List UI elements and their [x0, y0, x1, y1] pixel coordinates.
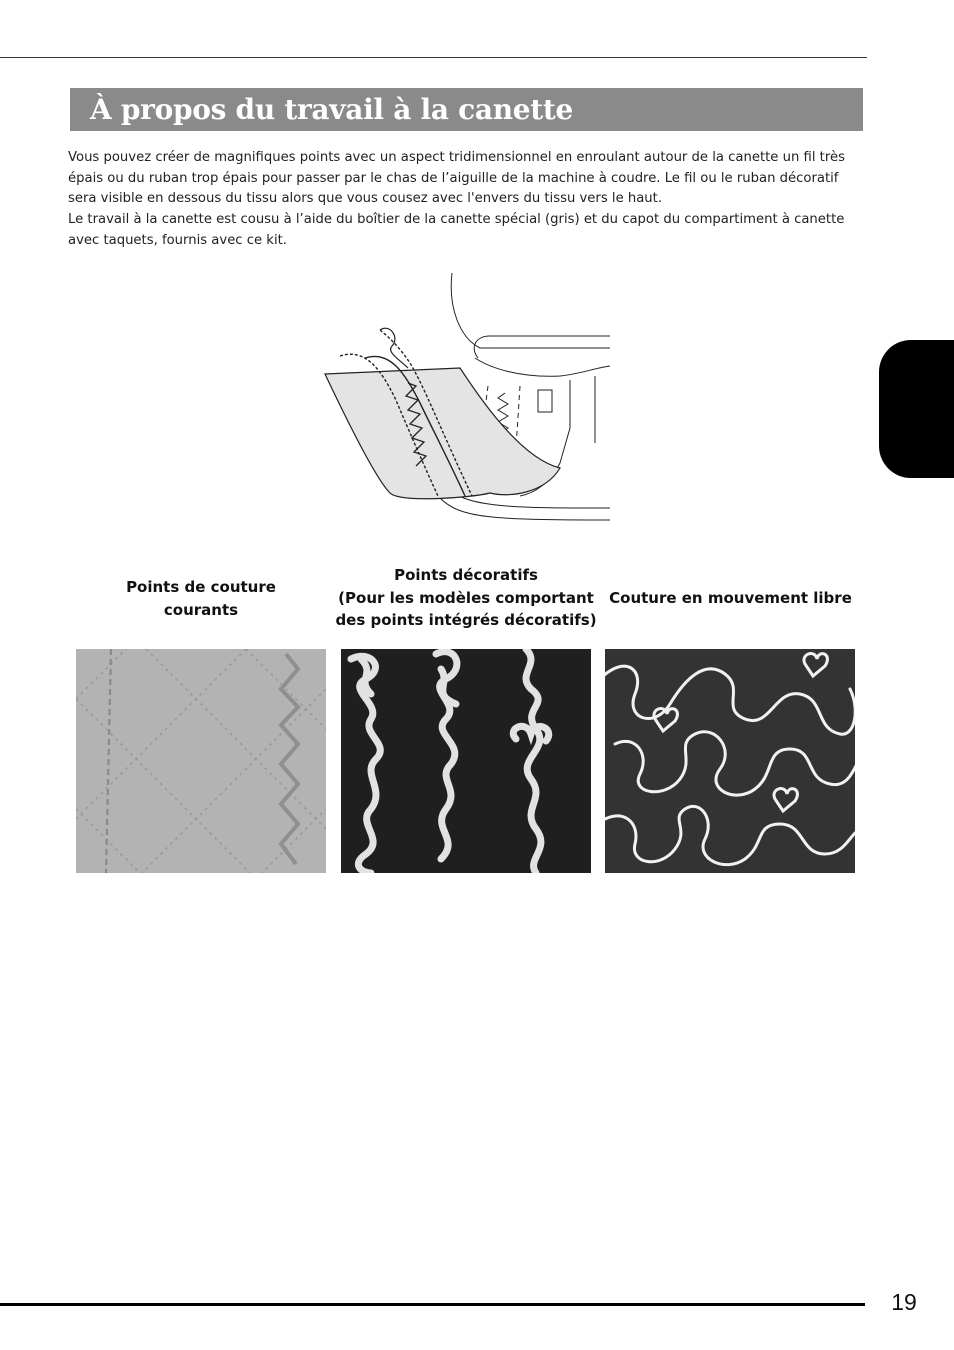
decorative-stitch-sample-photo — [341, 649, 591, 873]
sewing-machine-illustration — [320, 268, 620, 528]
top-rule — [0, 57, 867, 58]
caption-line: des points intégrés décoratifs) — [335, 611, 597, 629]
page-number: 19 — [891, 1289, 917, 1315]
free-motion-sample-photo — [605, 649, 855, 873]
caption-decorative-stitches — [330, 564, 602, 632]
regular-stitch-sample-photo — [76, 649, 326, 873]
caption-line: courants — [163, 600, 239, 619]
caption-line: Points de couture — [126, 578, 276, 596]
intro-paragraph-2: Le travail à la canette est cousu à l’aide du boîtier de la canette spécial (gris) et du capot du compartiment à canette avec taquets, fournis avec ce kit. — [68, 212, 845, 248]
section-title-bar — [70, 88, 863, 131]
bottom-rule — [0, 1303, 865, 1306]
caption-line: (Pour les modèles comportant — [338, 588, 594, 607]
caption-free-motion — [603, 587, 858, 610]
page-title: À propos du travail à la canette — [90, 93, 574, 126]
caption-regular-stitches — [88, 576, 314, 621]
intro-text — [68, 148, 864, 252]
chapter-side-tab — [879, 340, 954, 478]
intro-paragraph-1: Vous pouvez créer de magnifiques points avec un aspect tridimensionnel en enroulant autour de la canette un fil très épais ou du ruban trop épais pour passer par le chas de l’aiguille de la machine à coudre. Le fil ou le ruban décoratif sera visible en dessous du tissu alors que vous cousez avec l'envers du tissu vers le haut. — [68, 150, 845, 207]
caption-line: Couture en mouvement libre — [609, 589, 852, 607]
caption-line: Points décoratifs — [394, 566, 538, 584]
